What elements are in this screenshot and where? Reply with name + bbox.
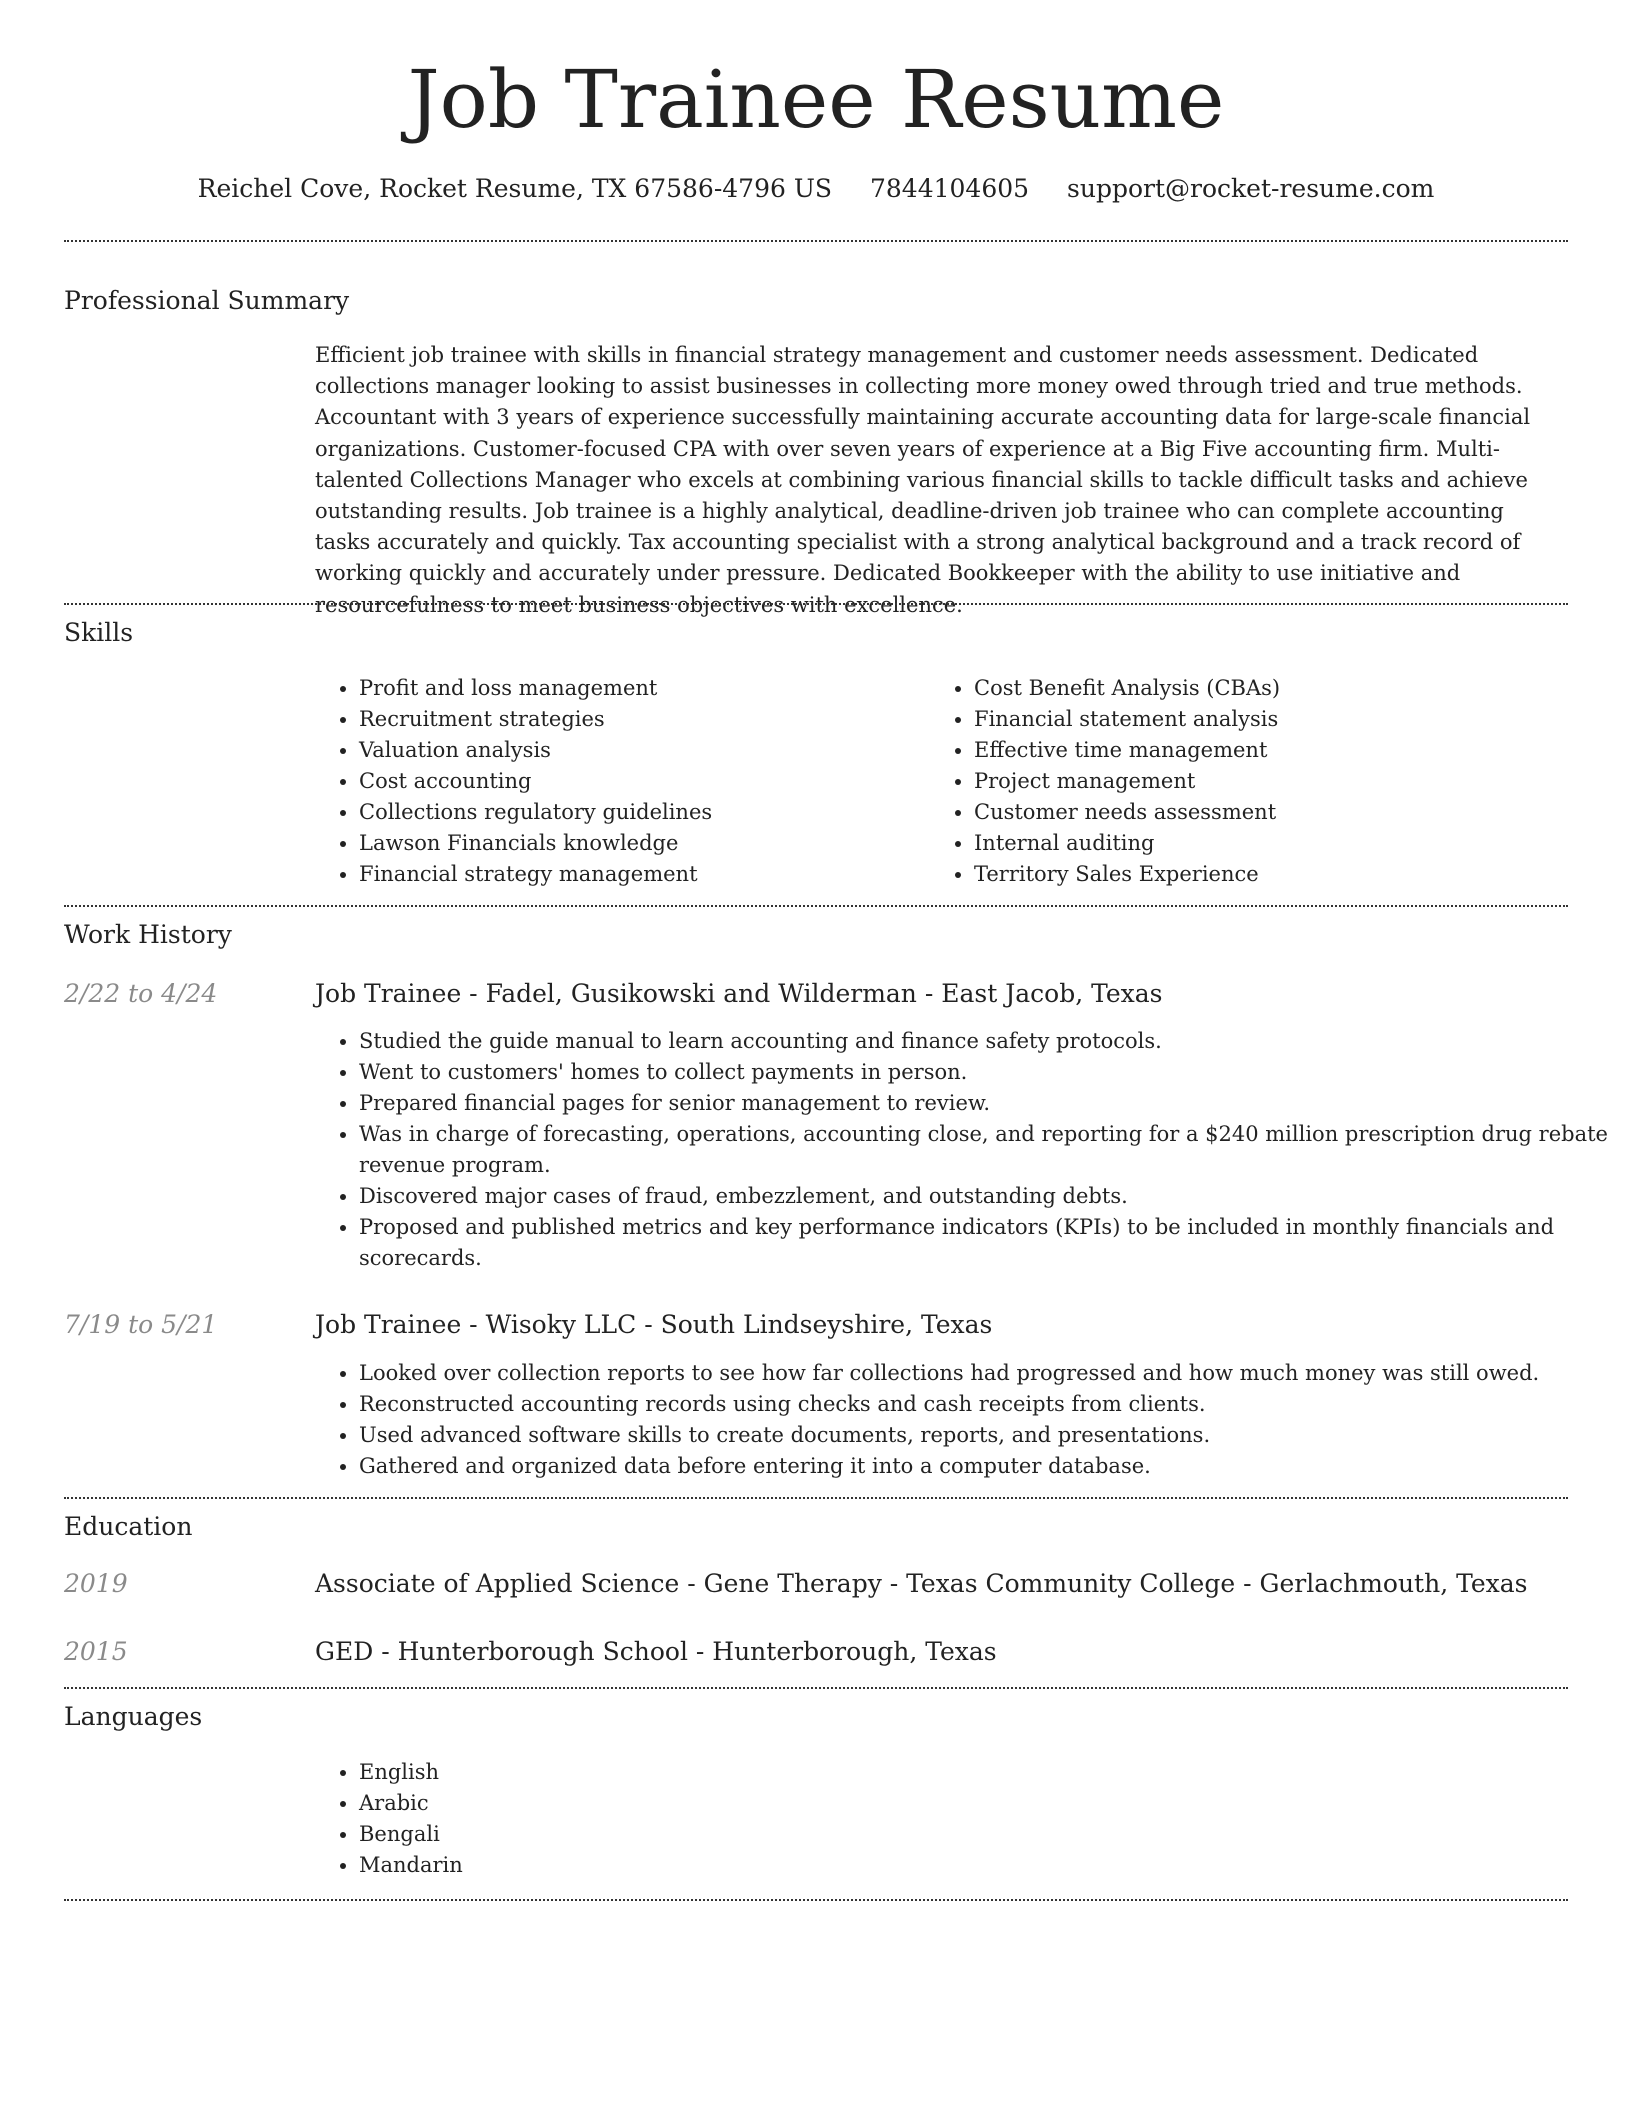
skills-list-left — [315, 673, 919, 890]
section-divider — [64, 603, 1568, 605]
contact-address: Reichel Cove, Rocket Resume, TX 67586-4796 US — [197, 174, 833, 203]
language-item: • English — [359, 1757, 919, 1788]
section-divider — [64, 1497, 1568, 1499]
job-dates: 7/19 to 5/21 — [64, 1310, 218, 1339]
job-title: Job Trainee - Fadel, Gusikowski and Wilderman - East Jacob, Texas — [315, 979, 1163, 1008]
job-bullet: • Discovered major cases of fraud, embezzlement, and outstanding debts. — [359, 1181, 1609, 1212]
education-degree: Associate of Applied Science - Gene Therapy - Texas Community College - Gerlachmouth, Texas — [315, 1569, 1528, 1598]
skill-item: • Lawson Financials knowledge — [359, 828, 919, 859]
job-bullets — [315, 1026, 1609, 1274]
summary-text: Efficient job trainee with skills in financial strategy management and customer needs assessment. Dedicated collections manager looking to assist businesses in collecting more money owed through tried and true methods. Accountant with 3 years of experience successfully maintaining accurate accounting data for large-scale financial organizations. Customer-focused CPA with over seven years of experience at a Big Five accounting firm. Multi-talented Collections Manager who excels at combining various financial skills to tackle difficult tasks and achieve outstanding results. Job trainee is a highly analytical, deadline-driven job trainee who can complete accounting tasks accurately and quickly. Tax accounting specialist with a strong analytical background and a track record of working quickly and accurately under pressure. Dedicated Bookkeeper with the ability to use initiative and resourcefulness to meet business objectives with excellence. — [315, 343, 1531, 617]
language-item: • Arabic — [359, 1788, 919, 1819]
job-bullet: • Used advanced software skills to create documents, reports, and presentations. — [359, 1420, 1609, 1451]
language-item: • Mandarin — [359, 1850, 919, 1881]
job-bullets — [315, 1358, 1609, 1482]
skill-item: • Customer needs assessment — [974, 797, 1574, 828]
skill-item: • Cost accounting — [359, 766, 919, 797]
education-heading: Education — [64, 1512, 193, 1541]
job-bullet: • Gathered and organized data before entering it into a computer database. — [359, 1451, 1609, 1482]
job-bullet: • Was in charge of forecasting, operations, accounting close, and reporting for a $240 million prescription drug rebate revenue program. — [359, 1119, 1609, 1181]
section-divider — [64, 240, 1568, 242]
education-year: 2019 — [64, 1569, 128, 1598]
skill-item: • Cost Benefit Analysis (CBAs) — [974, 673, 1574, 704]
language-item: • Bengali — [359, 1819, 919, 1850]
summary-heading: Professional Summary — [64, 286, 350, 315]
job-bullet: • Proposed and published metrics and key performance indicators (KPIs) to be included in monthly financials and scorecards. — [359, 1212, 1609, 1274]
skill-item: • Territory Sales Experience — [974, 859, 1574, 890]
job-title: Job Trainee - Wisoky LLC - South Lindseyshire, Texas — [315, 1310, 993, 1339]
languages-list — [315, 1757, 919, 1881]
section-divider — [64, 1899, 1568, 1901]
languages-heading: Languages — [64, 1702, 203, 1731]
work-heading: Work History — [64, 920, 232, 949]
skill-item: • Project management — [974, 766, 1574, 797]
job-bullet: • Reconstructed accounting records using checks and cash receipts from clients. — [359, 1389, 1609, 1420]
job-bullet: • Went to customers' homes to collect payments in person. — [359, 1057, 1609, 1088]
section-divider — [64, 1687, 1568, 1689]
skill-item: • Valuation analysis — [359, 735, 919, 766]
job-dates: 2/22 to 4/24 — [64, 979, 218, 1008]
job-bullet: • Looked over collection reports to see how far collections had progressed and how much money was still owed. — [359, 1358, 1609, 1389]
job-bullet: • Studied the guide manual to learn accounting and finance safety protocols. — [359, 1026, 1609, 1057]
skill-item: • Internal auditing — [974, 828, 1574, 859]
education-degree: GED - Hunterborough School - Hunterborough, Texas — [315, 1637, 997, 1666]
contact-email: support@rocket-resume.com — [1067, 174, 1435, 203]
education-year: 2015 — [64, 1637, 128, 1666]
section-divider — [64, 905, 1568, 907]
skill-item: • Recruitment strategies — [359, 704, 919, 735]
skill-item: • Financial strategy management — [359, 859, 919, 890]
resume-title: Job Trainee Resume — [407, 53, 1225, 146]
skill-item: • Profit and loss management — [359, 673, 919, 704]
skill-item: • Collections regulatory guidelines — [359, 797, 919, 828]
skill-item: • Effective time management — [974, 735, 1574, 766]
skill-item: • Financial statement analysis — [974, 704, 1574, 735]
contact-phone: 7844104605 — [870, 174, 1030, 203]
contact-line — [0, 172, 1632, 206]
skills-heading: Skills — [64, 618, 134, 647]
job-bullet: • Prepared financial pages for senior management to review. — [359, 1088, 1609, 1119]
skills-list-right — [930, 673, 1574, 890]
